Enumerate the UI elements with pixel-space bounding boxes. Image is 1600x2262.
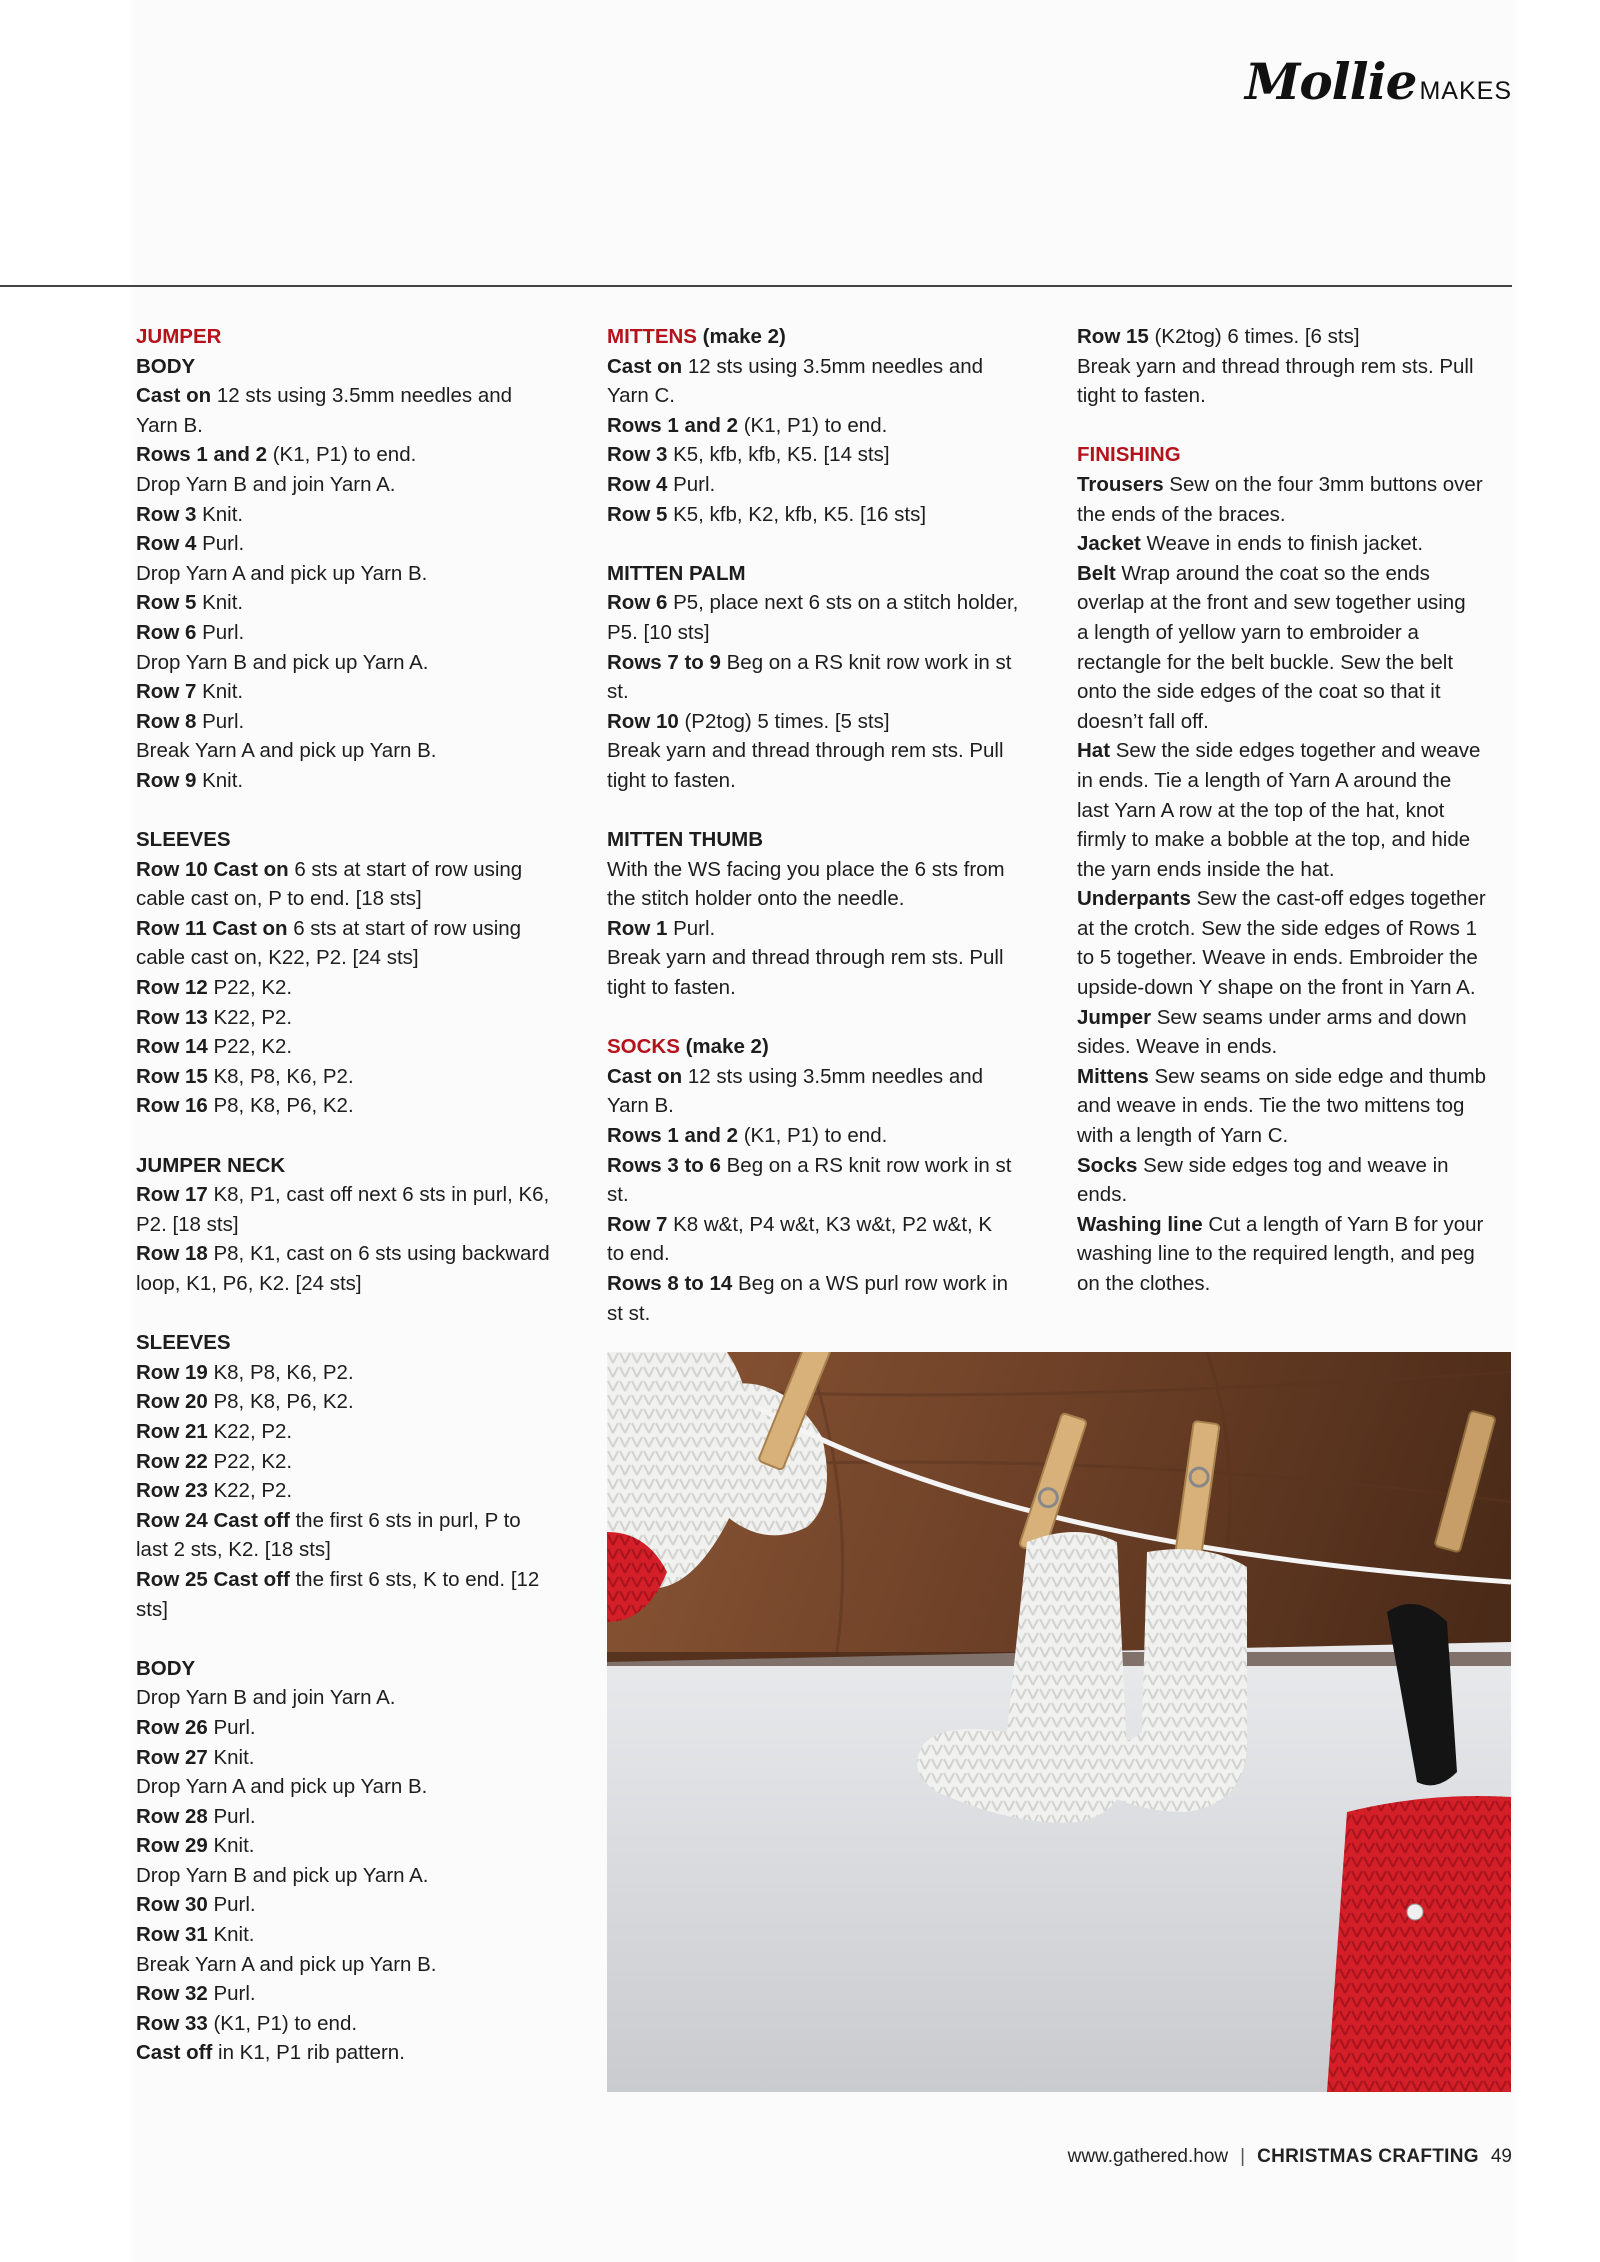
- text-span: Purl.: [667, 916, 716, 940]
- instruction-line: tight to fasten.: [1077, 384, 1206, 408]
- instruction-line: P2. [18 sts]: [136, 1212, 239, 1236]
- instruction-line: [136, 1831, 582, 1861]
- text-span: Sew seams on side edge and thumb: [1148, 1064, 1487, 1088]
- text-span: SOCKS: [607, 1035, 680, 1059]
- instruction-line: [607, 588, 1053, 618]
- text-span: P5, place next 6 sts on a stitch holder,: [667, 591, 1019, 615]
- instruction-line: [136, 618, 582, 648]
- subheading-sleeves-2: SLEEVES: [136, 1331, 231, 1355]
- instruction-line: at the crotch. Sew the side edges of Rows 1: [1077, 916, 1477, 940]
- text-span: K22, P2.: [207, 1005, 293, 1029]
- section-heading-socks: [607, 1032, 1053, 1062]
- bold-label: Hat: [1077, 739, 1111, 763]
- column-left: [136, 322, 582, 2068]
- bold-label: Rows 8 to 14: [607, 1272, 733, 1295]
- section-heading-finishing: FINISHING: [1077, 443, 1181, 467]
- text-span: Sew the cast-off edges together: [1190, 887, 1486, 911]
- instruction-line: [1077, 529, 1517, 559]
- bold-label: Row 26: [136, 1715, 208, 1739]
- text-span: K22, P2.: [207, 1419, 293, 1443]
- text-span: K5, kfb, K2, kfb, K5. [16 sts]: [667, 502, 927, 526]
- instruction-line: Drop Yarn B and join Yarn A.: [136, 472, 396, 496]
- bold-label: Row 29: [136, 1834, 208, 1858]
- bold-label: Row 30: [136, 1893, 208, 1917]
- instruction-line: [607, 411, 1053, 441]
- text-span: (P2tog) 5 times. [5 sts]: [678, 709, 890, 733]
- text-span: (K2tog) 6 times. [6 sts]: [1148, 325, 1360, 348]
- bold-label: Row 14: [136, 1035, 208, 1059]
- instruction-line: [136, 1743, 582, 1773]
- instruction-line: [136, 440, 582, 470]
- instruction-line: washing line to the required length, and peg: [1077, 1242, 1475, 1266]
- instruction-line: the yarn ends inside the hat.: [1077, 857, 1335, 881]
- text-span: K8, P1, cast off next 6 sts in purl, K6,: [207, 1183, 550, 1207]
- instruction-line: [136, 1091, 582, 1121]
- instruction-line: [1077, 884, 1517, 914]
- subheading-jumper-neck: JUMPER NECK: [136, 1153, 286, 1177]
- text-span: Knit.: [196, 768, 244, 792]
- bold-label: Row 27: [136, 1745, 208, 1769]
- instruction-line: [136, 1447, 582, 1477]
- brand-logo: [1245, 52, 1512, 111]
- bold-label: Row 20: [136, 1390, 208, 1414]
- instruction-line: [607, 500, 1053, 530]
- instruction-line: [607, 648, 1053, 678]
- instruction-line: [136, 1239, 582, 1269]
- instruction-line: cable cast on, K22, P2. [24 sts]: [136, 946, 419, 970]
- text-span: Sew on the four 3mm buttons over: [1163, 472, 1483, 496]
- text-span: Purl.: [667, 472, 716, 496]
- instruction-line: [136, 1979, 582, 2009]
- instruction-line: [136, 1003, 582, 1033]
- instruction-line: Break yarn and thread through rem sts. Pull: [607, 739, 1004, 763]
- instruction-line: [607, 707, 1053, 737]
- instruction-line: last Yarn A row at the top of the hat, knot: [1077, 798, 1445, 822]
- bold-label: Socks: [1077, 1153, 1138, 1177]
- instruction-line: [607, 1121, 1053, 1151]
- bold-label: Rows 7 to 9: [607, 650, 721, 674]
- bold-label: Cast on: [136, 384, 212, 408]
- bold-label: Row 19: [136, 1360, 208, 1384]
- footer-magazine: CHRISTMAS CRAFTING: [1257, 2146, 1479, 2167]
- footer-url: www.gathered.how: [1067, 2146, 1229, 2167]
- text-span: 6 sts at start of row using: [287, 916, 522, 940]
- text-span: P8, K1, cast on 6 sts using backward: [207, 1242, 550, 1266]
- text-span: (K1, P1) to end.: [267, 443, 417, 467]
- bold-label: Rows 1 and 2: [136, 443, 268, 467]
- instruction-line: [136, 1920, 582, 1950]
- bold-label: Jacket: [1077, 532, 1141, 556]
- page-footer: [1068, 2146, 1512, 2168]
- bold-label: Row 7: [136, 680, 197, 704]
- instruction-line: a length of yellow yarn to embroider a: [1077, 620, 1419, 644]
- bold-label: Row 7: [607, 1212, 668, 1236]
- instruction-line: [1077, 322, 1517, 352]
- instruction-line: overlap at the front and sew together using: [1077, 591, 1466, 615]
- text-span: Purl.: [207, 1804, 256, 1828]
- instruction-line: Break Yarn A and pick up Yarn B.: [136, 739, 437, 763]
- text-span: Beg on a RS knit row work in st: [720, 650, 1012, 674]
- text-span: Purl.: [196, 620, 245, 644]
- instruction-line: ends.: [1077, 1183, 1128, 1207]
- bold-label: Cast on: [607, 354, 683, 378]
- instruction-line: [607, 1151, 1053, 1181]
- instruction-line: [136, 766, 582, 796]
- section-heading-jumper: JUMPER: [136, 325, 222, 348]
- text-span: Cut a length of Yarn B for your: [1202, 1212, 1484, 1236]
- text-span: 12 sts using 3.5mm needles and: [211, 384, 513, 408]
- instruction-line: [136, 1180, 582, 1210]
- bold-label: Row 10 Cast on: [136, 857, 289, 881]
- bold-label: Row 31: [136, 1923, 208, 1947]
- instruction-line: Yarn B.: [136, 413, 203, 437]
- text-span: P22, K2.: [207, 1449, 293, 1473]
- instruction-line: sides. Weave in ends.: [1077, 1035, 1278, 1059]
- instruction-line: [1077, 1062, 1517, 1092]
- page-number: 49: [1490, 2146, 1512, 2167]
- knitwear-photo: [607, 1352, 1511, 2092]
- instruction-line: last 2 sts, K2. [18 sts]: [136, 1538, 331, 1562]
- instruction-line: to 5 together. Weave in ends. Embroider the: [1077, 946, 1478, 970]
- text-span: (K1, P1) to end.: [738, 413, 888, 437]
- instruction-line: onto the side edges of the coat so that it: [1077, 680, 1441, 704]
- instruction-line: with a length of Yarn C.: [1077, 1124, 1289, 1148]
- text-span: Wrap around the coat so the ends: [1115, 561, 1430, 585]
- text-span: in K1, P1 rib pattern.: [212, 2041, 405, 2065]
- bold-label: Row 15: [1077, 325, 1149, 348]
- instruction-line: tight to fasten.: [607, 976, 736, 1000]
- bold-label: Jumper: [1077, 1005, 1152, 1029]
- text-span: K22, P2.: [207, 1479, 293, 1503]
- text-span: Knit.: [196, 680, 244, 704]
- bold-label: Row 3: [607, 443, 668, 467]
- instruction-line: [136, 1358, 582, 1388]
- brand-caps: MAKES: [1419, 77, 1512, 105]
- text-span: (K1, P1) to end.: [207, 2011, 358, 2035]
- text-span: Sew the side edges together and weave: [1110, 739, 1481, 763]
- brand-script: Mollie: [1244, 52, 1417, 111]
- instruction-line: [136, 1476, 582, 1506]
- text-span: P8, K8, P6, K2.: [207, 1390, 354, 1414]
- instruction-line: [136, 1890, 582, 1920]
- instruction-line: in ends. Tie a length of Yarn A around the: [1077, 768, 1452, 792]
- instruction-line: [136, 1506, 582, 1536]
- instruction-line: firmly to make a bobble at the top, and hide: [1077, 828, 1471, 852]
- instruction-line: [136, 914, 582, 944]
- bold-label: Row 25 Cast off: [136, 1567, 290, 1591]
- bold-label: Trousers: [1077, 472, 1164, 496]
- bold-label: Cast on: [607, 1064, 683, 1088]
- instruction-line: sts]: [136, 1597, 168, 1621]
- bold-label: Row 16: [136, 1094, 208, 1118]
- text-span: Sew seams under arms and down: [1151, 1005, 1467, 1029]
- instruction-line: Yarn B.: [607, 1094, 674, 1118]
- instruction-line: the ends of the braces.: [1077, 502, 1286, 526]
- instruction-line: Drop Yarn B and join Yarn A.: [136, 1686, 396, 1710]
- instruction-line: [136, 1032, 582, 1062]
- bold-label: Row 6: [607, 591, 668, 615]
- instruction-line: [1077, 1151, 1517, 1181]
- instruction-line: Break yarn and thread through rem sts. Pull: [607, 946, 1004, 970]
- instruction-line: [136, 677, 582, 707]
- instruction-line: [607, 1210, 1053, 1240]
- instruction-line: doesn’t fall off.: [1077, 709, 1209, 733]
- bold-label: Row 5: [136, 591, 197, 615]
- instruction-line: the stitch holder onto the needle.: [607, 887, 905, 911]
- instruction-line: and weave in ends. Tie the two mittens tog: [1077, 1094, 1465, 1118]
- instruction-line: [1077, 559, 1517, 589]
- instruction-line: [136, 2009, 582, 2039]
- subheading-body-2: BODY: [136, 1656, 196, 1680]
- instruction-line: [136, 1713, 582, 1743]
- bold-label: Row 33: [136, 2011, 208, 2035]
- bold-label: (make 2): [696, 325, 786, 348]
- text-span: Knit.: [196, 591, 244, 615]
- instruction-line: Drop Yarn B and pick up Yarn A.: [136, 650, 429, 674]
- instruction-line: st.: [607, 680, 629, 704]
- instruction-line: [607, 914, 1053, 944]
- instruction-line: Drop Yarn A and pick up Yarn B.: [136, 561, 428, 585]
- bold-label: Row 9: [136, 768, 197, 792]
- text-span: Knit.: [207, 1745, 255, 1769]
- bold-label: (make 2): [679, 1035, 769, 1059]
- bold-label: Row 21: [136, 1419, 208, 1443]
- text-span: 12 sts using 3.5mm needles and: [682, 1064, 984, 1088]
- column-middle: [607, 322, 1053, 1328]
- bold-label: Row 24 Cast off: [136, 1508, 290, 1532]
- instruction-line: upside-down Y shape on the front in Yarn A.: [1077, 976, 1476, 1000]
- bold-label: Row 22: [136, 1449, 208, 1473]
- bold-label: Row 28: [136, 1804, 208, 1828]
- bold-label: Row 23: [136, 1479, 208, 1503]
- text-span: P22, K2.: [207, 1035, 293, 1059]
- text-span: K5, kfb, kfb, K5. [14 sts]: [667, 443, 890, 467]
- bold-label: Washing line: [1077, 1212, 1203, 1236]
- bold-label: Row 8: [136, 709, 197, 733]
- text-span: the first 6 sts, K to end. [12: [289, 1567, 540, 1591]
- instruction-line: Drop Yarn B and pick up Yarn A.: [136, 1863, 429, 1887]
- instruction-line: With the WS facing you place the 6 sts from: [607, 857, 1005, 881]
- subheading-body: BODY: [136, 354, 196, 378]
- bold-label: Row 5: [607, 502, 668, 526]
- text-span: Weave in ends to finish jacket.: [1140, 532, 1424, 556]
- text-span: P22, K2.: [207, 976, 293, 1000]
- bold-label: Row 3: [136, 502, 197, 526]
- text-span: 6 sts at start of row using: [288, 857, 523, 881]
- text-span: Purl.: [196, 532, 245, 556]
- instruction-line: [607, 440, 1053, 470]
- text-span: the first 6 sts in purl, P to: [289, 1508, 521, 1532]
- text-span: Purl.: [207, 1982, 256, 2006]
- instruction-line: tight to fasten.: [607, 768, 736, 792]
- instruction-line: Yarn C.: [607, 384, 675, 408]
- instruction-line: st.: [607, 1183, 629, 1207]
- instruction-line: [136, 381, 582, 411]
- bold-label: Row 4: [607, 472, 668, 496]
- text-span: Knit.: [207, 1834, 255, 1858]
- text-span: Knit.: [196, 502, 244, 526]
- text-span: MITTENS: [607, 325, 697, 348]
- bold-label: Row 13: [136, 1005, 208, 1029]
- instruction-line: [136, 1802, 582, 1832]
- column-right: [1077, 322, 1517, 1299]
- bold-label: Row 15: [136, 1064, 208, 1088]
- instruction-line: [607, 352, 1053, 382]
- subheading-mitten-palm: MITTEN PALM: [607, 561, 746, 585]
- knitwear-illustration: [607, 1352, 1511, 2092]
- instruction-line: loop, K1, P6, K2. [24 sts]: [136, 1272, 362, 1295]
- instruction-line: [136, 1565, 582, 1595]
- bold-label: Cast off: [136, 2041, 213, 2065]
- text-span: Purl.: [207, 1893, 256, 1917]
- instruction-line: cable cast on, P to end. [18 sts]: [136, 887, 422, 911]
- instruction-line: [136, 500, 582, 530]
- instruction-line: [136, 855, 582, 885]
- instruction-line: [136, 2038, 582, 2068]
- instruction-line: to end.: [607, 1242, 670, 1266]
- instruction-line: [136, 588, 582, 618]
- text-span: Knit.: [207, 1923, 255, 1947]
- instruction-line: [136, 1387, 582, 1417]
- instruction-line: st st.: [607, 1301, 651, 1325]
- text-span: K8 w&t, P4 w&t, K3 w&t, P2 w&t, K: [667, 1212, 993, 1236]
- bold-label: Row 12: [136, 976, 208, 1000]
- bold-label: Underpants: [1077, 887, 1191, 911]
- text-span: 12 sts using 3.5mm needles and: [682, 354, 984, 378]
- bold-label: Rows 1 and 2: [607, 413, 739, 437]
- instruction-line: [1077, 1003, 1517, 1033]
- bold-label: Row 11 Cast on: [136, 916, 288, 940]
- instruction-line: rectangle for the belt buckle. Sew the belt: [1077, 650, 1454, 674]
- bold-label: Row 4: [136, 532, 197, 556]
- bold-label: Row 6: [136, 620, 197, 644]
- text-span: Beg on a RS knit row work in st: [720, 1153, 1012, 1177]
- bold-label: Row 10: [607, 709, 679, 733]
- bold-label: Mittens: [1077, 1064, 1149, 1088]
- instruction-line: Break Yarn A and pick up Yarn B.: [136, 1952, 437, 1976]
- subheading-sleeves: SLEEVES: [136, 828, 231, 852]
- bold-label: Row 32: [136, 1982, 208, 2006]
- instruction-line: [136, 973, 582, 1003]
- instruction-line: [1077, 1210, 1517, 1240]
- instruction-line: [1077, 736, 1517, 766]
- subheading-mitten-thumb: MITTEN THUMB: [607, 828, 764, 852]
- bold-label: Rows 1 and 2: [607, 1124, 739, 1148]
- bold-label: Rows 3 to 6: [607, 1153, 721, 1177]
- text-span: P8, K8, P6, K2.: [207, 1094, 354, 1118]
- instruction-line: Drop Yarn A and pick up Yarn B.: [136, 1775, 428, 1799]
- text-span: K8, P8, K6, P2.: [207, 1360, 354, 1384]
- instruction-line: [607, 1062, 1053, 1092]
- instruction-line: [136, 1062, 582, 1092]
- text-span: Beg on a WS purl row work in: [732, 1272, 1009, 1295]
- instruction-line: Break yarn and thread through rem sts. Pull: [1077, 354, 1474, 378]
- instruction-line: [607, 1269, 1053, 1299]
- text-span: (K1, P1) to end.: [738, 1124, 888, 1148]
- instruction-line: [1077, 470, 1517, 500]
- text-span: Sew side edges tog and weave in: [1137, 1153, 1449, 1177]
- instruction-line: P5. [10 sts]: [607, 620, 710, 644]
- instruction-line: [136, 707, 582, 737]
- bold-label: Belt: [1077, 561, 1116, 585]
- bold-label: Row 18: [136, 1242, 208, 1266]
- bold-label: Row 17: [136, 1183, 208, 1207]
- text-span: K8, P8, K6, P2.: [207, 1064, 354, 1088]
- header-rule: [0, 285, 1512, 287]
- text-span: Purl.: [207, 1715, 256, 1739]
- footer-separator: |: [1240, 2146, 1246, 2167]
- instruction-line: [607, 470, 1053, 500]
- instruction-line: [136, 1417, 582, 1447]
- instruction-line: [136, 529, 582, 559]
- section-heading-mittens: [607, 322, 1053, 352]
- bold-label: Row 1: [607, 916, 668, 940]
- instruction-line: on the clothes.: [1077, 1272, 1211, 1295]
- text-span: Purl.: [196, 709, 245, 733]
